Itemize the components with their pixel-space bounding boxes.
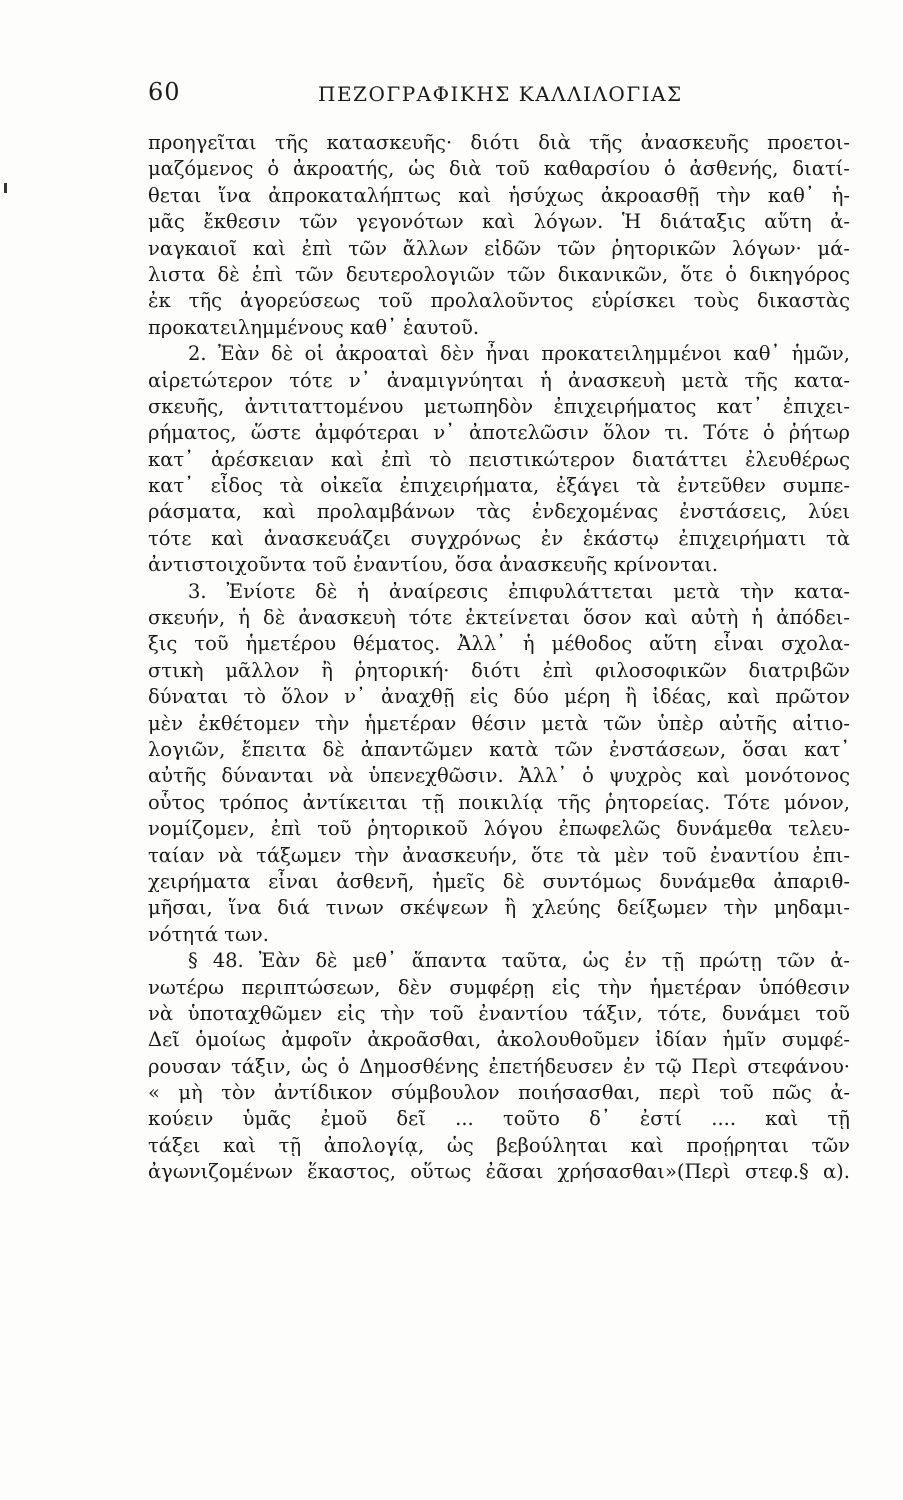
text-line: μαζόμενος ὁ ἀκροατής, ὡς διὰ τοῦ καθαρσίου ὁ ἀσθενής, διατί- — [148, 157, 850, 181]
text-line: κατ᾽ ἀρέσκειαν καὶ ἐπὶ τὸ πειστικώτερον διατάττει ἐλευθέρως — [148, 447, 850, 471]
text-line: λογιῶν, ἔπειτα δὲ ἀπαντῶμεν κατὰ τῶν ἐνστάσεων, ὅσαι κατ᾽ — [148, 737, 850, 761]
text-line: νὰ ὑποταχθῶμεν εἰς τὴν τοῦ ἐναντίου τάξιν, τότε, δυνάμει τοῦ — [148, 1001, 850, 1025]
text-line: οὗτος τρόπος ἀντίκειται τῇ ποικιλίᾳ τῆς ῥητορείας. Τότε μόνον, — [148, 790, 850, 814]
text-line: προκατειλημμένους καθ᾽ ἑαυτοῦ. — [148, 315, 480, 339]
text-line: § 48. Ἐὰν δὲ μεθ᾽ ἅπαντα ταῦτα, ὡς ἐν τῇ πρώτῃ τῶν ἀ- — [188, 949, 850, 973]
text-line: νότητά των. — [148, 922, 269, 946]
text-line: τότε καὶ ἀνασκευάζει συγχρόνως ἐν ἑκάστῳ ἐπιχειρήματι τὰ — [148, 526, 850, 550]
running-title: ΠΕΖΟΓΡΑΦΙΚΗΣ ΚΑΛΛΙΛΟΓΙΑΣ — [318, 82, 683, 106]
text-line: ἀγωνιζομένων ἕκαστος, οὕτως ἐᾶσαι χρήσασθαι»(Περὶ στεφ.§ α). — [148, 1160, 850, 1184]
text-line: 3. Ἐνίοτε δὲ ἡ ἀναίρεσις ἐπιφυλάττεται μετὰ τὴν κατα- — [188, 579, 850, 603]
body-text — [148, 130, 850, 1186]
text-line: κατ᾽ εἶδος τὰ οἰκεῖα ἐπιχειρήματα, ἐξάγει τὰ ἐντεῦθεν συμπε- — [148, 474, 850, 498]
margin-mark — [4, 183, 7, 193]
text-line: προηγεῖται τῆς κατασκευῆς· διότι διὰ τῆς ἀνασκευῆς προετοι- — [148, 131, 850, 154]
text-line: 2. Ἐὰν δὲ οἱ ἀκροαταὶ δὲν ἦναι προκατειλημμένοι καθ᾽ ἡμῶν, — [188, 342, 850, 366]
running-head — [148, 78, 848, 112]
text-line: νομίζομεν, ἐπὶ τοῦ ῥητορικοῦ λόγου ἐπωφελῶς δυνάμεθα τελευ- — [148, 817, 850, 841]
text-line: ρήματος, ὥστε ἀμφότεραι ν᾽ ἀποτελῶσιν ὅλον τι. Τότε ὁ ῥήτωρ — [148, 421, 850, 445]
text-line: μὲν ἐκθέτομεν τὴν ἡμετέραν θέσιν μετὰ τῶν ὑπὲρ αὐτῆς αἰτιο- — [148, 711, 850, 735]
text-line: κούειν ὑμᾶς ἐμοῦ δεῖ ... τοῦτο δ᾽ ἐστί .... καὶ τῇ — [148, 1107, 850, 1131]
text-line: νωτέρω περιπτώσεων, δὲν συμφέρῃ εἰς τὴν ἡμετέραν ὑπόθεσιν — [148, 975, 850, 999]
text-line: μῆσαι, ἵνα διά τινων σκέψεων ἢ χλεύης δείξωμεν τὴν μηδαμι- — [148, 896, 850, 920]
text-line: λιστα δὲ ἐπὶ τῶν δευτερολογιῶν τῶν δικανικῶν, ὅτε ὁ δικηγόρος — [148, 262, 850, 286]
text-line: αὐτῆς δύνανται νὰ ὑπενεχθῶσιν. Ἀλλ᾽ ὁ ψυχρὸς καὶ μονότονος — [148, 764, 850, 788]
page-number: 60 — [148, 78, 181, 106]
text-line: « μὴ τὸν ἀντίδικον σύμβουλον ποιήσασθαι, περὶ τοῦ πῶς ἀ- — [148, 1081, 850, 1105]
text-line: ἀντιστοιχοῦντα τοῦ ἐναντίου, ὅσα ἀνασκευῆς κρίνονται. — [148, 553, 719, 577]
text-line: ράσματα, καὶ προλαμβάνων τὰς ἐνδεχομένας ἐνστάσεις, λύει — [148, 500, 850, 524]
text-line: δύναται τὸ ὅλον ν᾽ ἀναχθῇ εἰς δύο μέρη ἢ ἰδέας, καὶ πρῶτον — [148, 685, 850, 709]
text-line: ταίαν νὰ τάξωμεν τὴν ἀνασκευήν, ὅτε τὰ μὲν τοῦ ἐναντίου ἐπι- — [148, 843, 850, 867]
text-line: τάξει καὶ τῇ ἀπολογίᾳ, ὡς βεβούληται καὶ προῄρηται τῶν — [148, 1133, 850, 1157]
text-line: Δεῖ ὁμοίως ἀμφοῖν ἀκροᾶσθαι, ἀκολουθοῦμεν ἰδίαν ἡμῖν συμφέ- — [148, 1028, 850, 1052]
text-line: μᾶς ἔκθεσιν τῶν γεγονότων καὶ λόγων. Ἡ διάταξις αὕτη ἀ- — [148, 210, 850, 234]
text-line: ναγκαιοῖ καὶ ἐπὶ τῶν ἄλλων εἰδῶν τῶν ῥητορικῶν λόγων· μά- — [148, 236, 850, 260]
text-line: χειρήματα εἶναι ἀσθενῆ, ἡμεῖς δὲ συντόμως δυνάμεθα ἀπαριθ- — [148, 869, 850, 893]
text-line: ξις τοῦ ἡμετέρου θέματος. Ἀλλ᾽ ἡ μέθοδος αὕτη εἶναι σχολα- — [148, 632, 850, 656]
text-line: ἐκ τῆς ἀγορεύσεως τοῦ προλαλοῦντος εὑρίσκει τοὺς δικαστὰς — [148, 289, 850, 313]
text-line: θεται ἵνα ἀπροκαταλήπτως καὶ ἡσύχως ἀκροασθῇ τὴν καθ᾽ ἡ- — [148, 183, 850, 207]
text-line: ρουσαν τάξιν, ὡς ὁ Δημοσθένης ἐπετήδευσεν ἐν τῷ Περὶ στεφάνου· — [148, 1054, 850, 1078]
text-line: σκευήν, ἡ δὲ ἀνασκευὴ τότε ἐκτείνεται ὅσον καὶ αὐτὴ ἡ ἀπόδει- — [148, 606, 850, 630]
text-line: αἱρετώτερον τότε ν᾽ ἀναμιγνύηται ἡ ἀνασκευὴ μετὰ τῆς κατα- — [148, 368, 850, 392]
text-line: στικὴ μᾶλλον ἢ ῥητορική· διότι ἐπὶ φιλοσοφικῶν διατριβῶν — [148, 658, 850, 682]
text-line: σκευῆς, ἀντιταττομένου μετωπηδὸν ἐπιχειρήματος κατ᾽ ἐπιχει- — [148, 394, 850, 418]
